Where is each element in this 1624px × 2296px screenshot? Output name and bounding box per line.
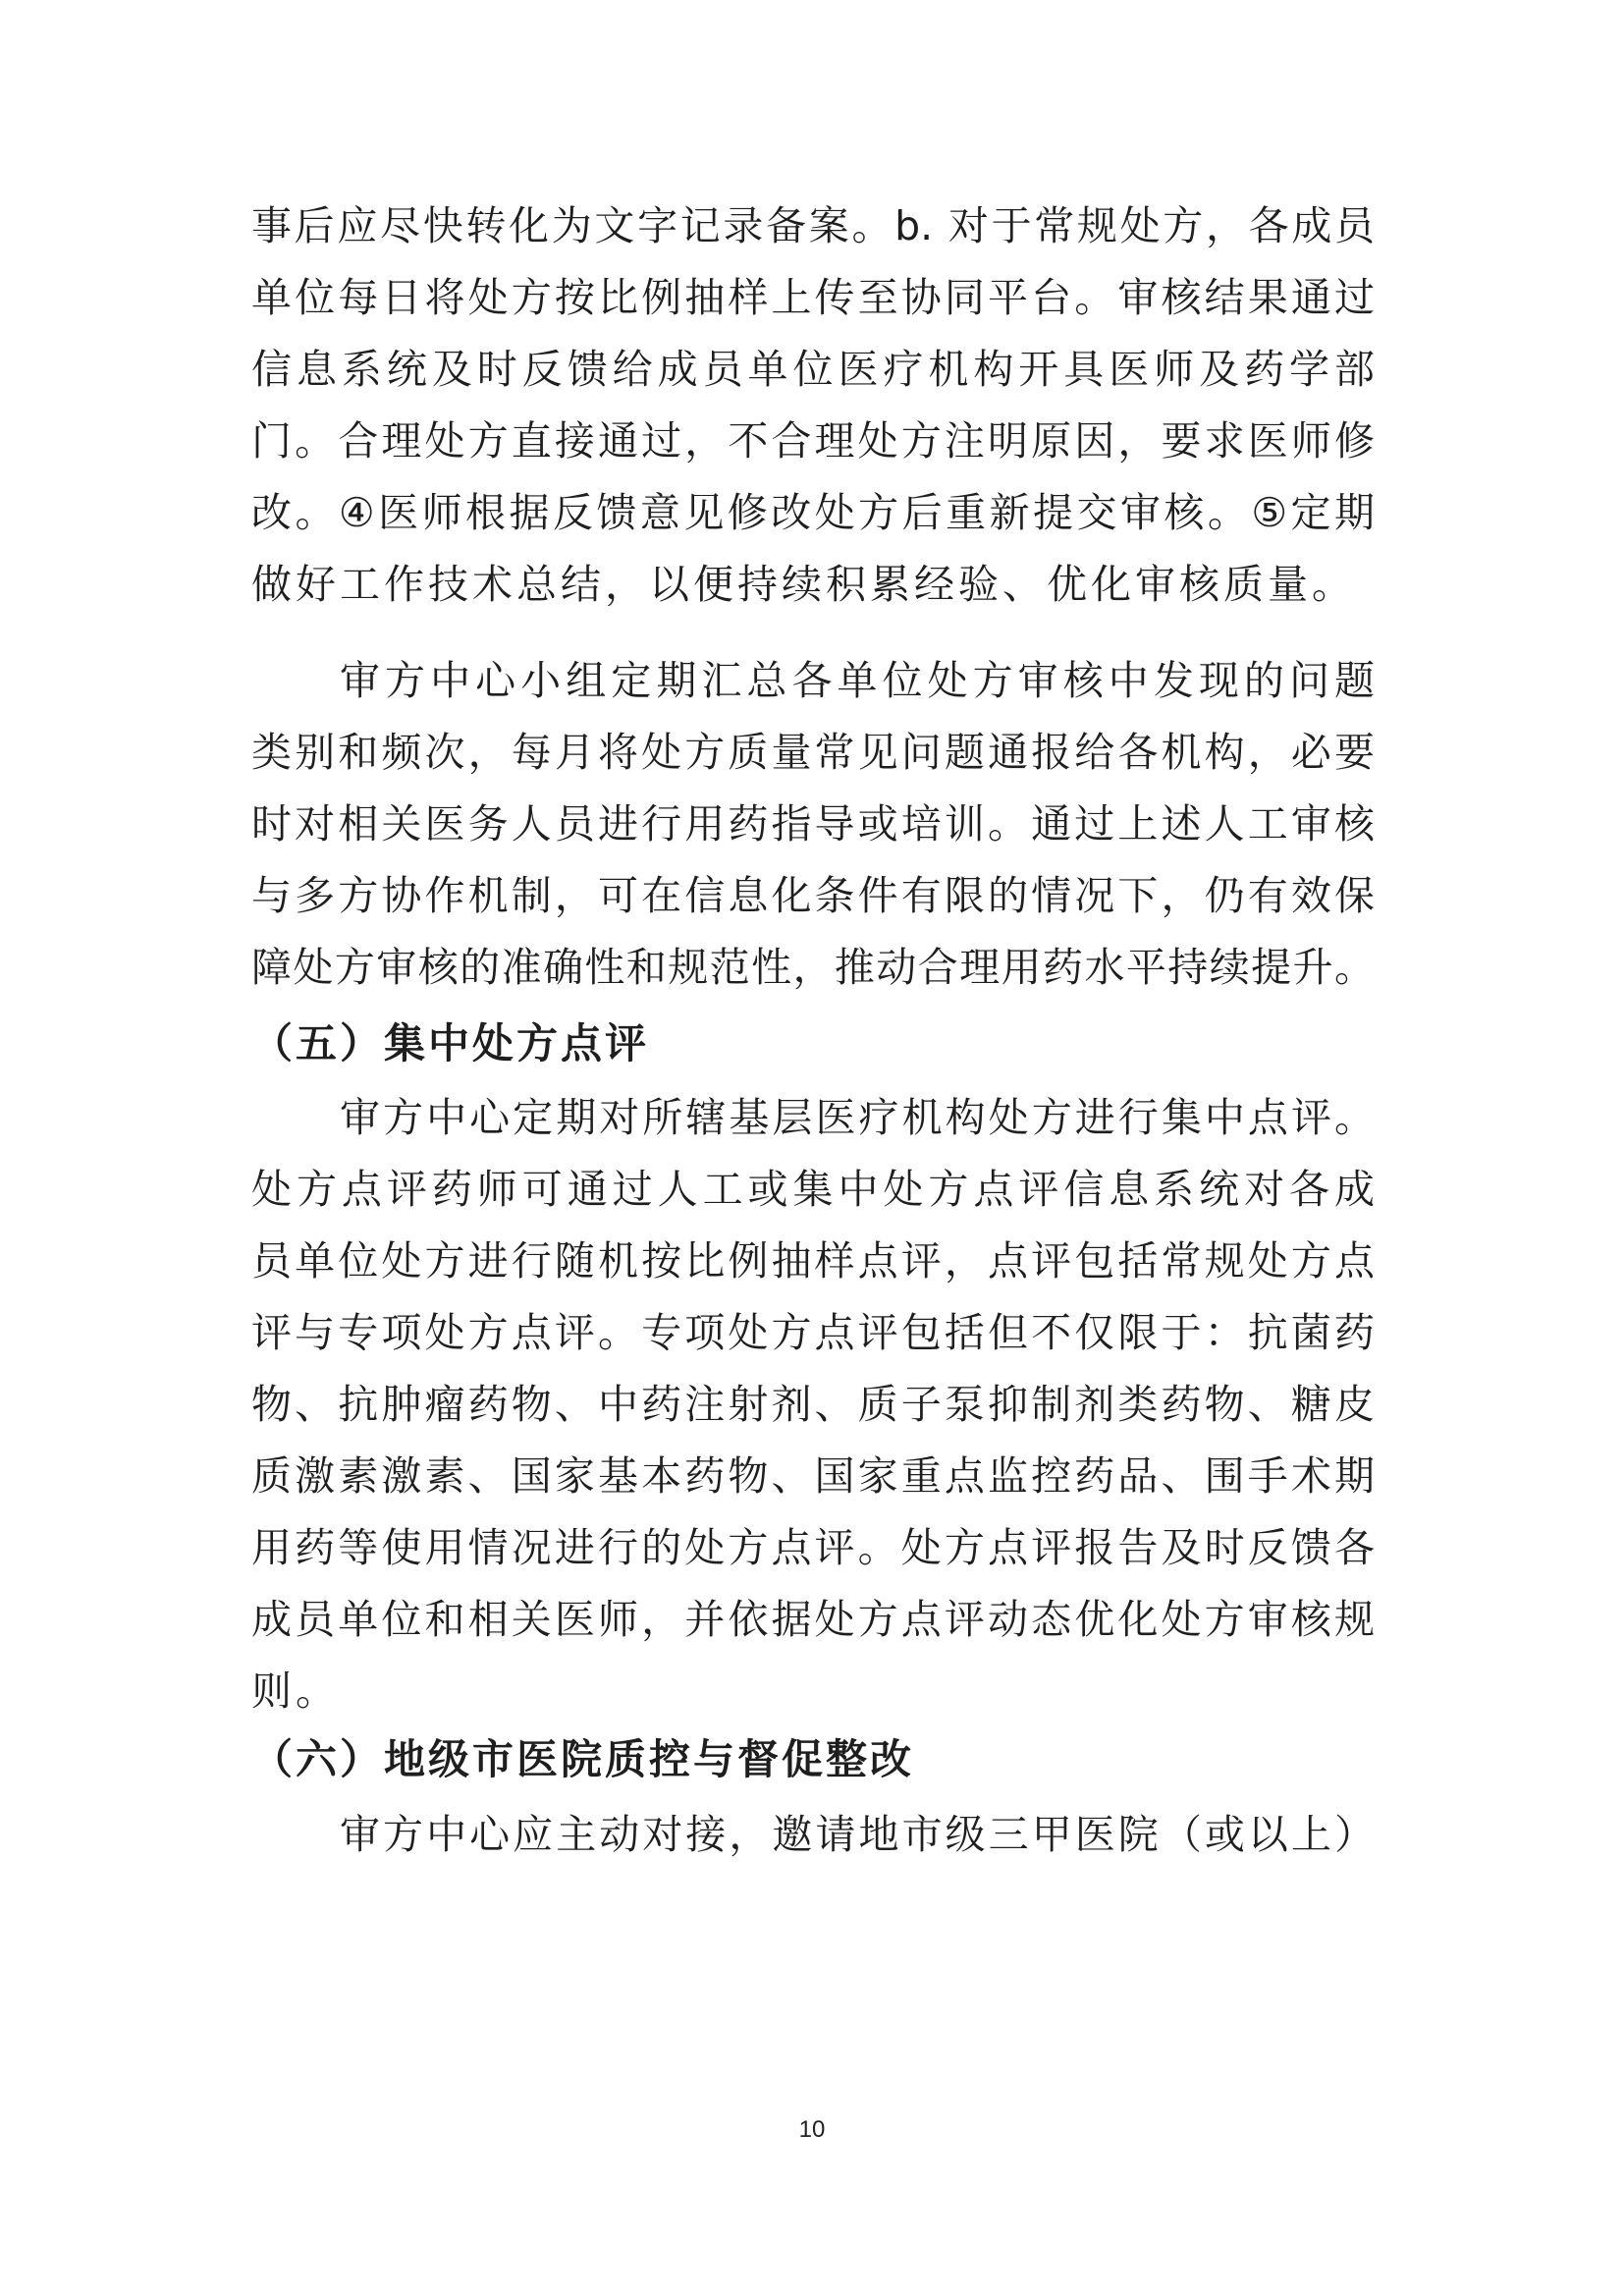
section-5-line-2: 处方点评药师可通过人工或集中处方点评信息系统对各成 — [251, 1166, 1375, 1213]
paragraph-1-line-3: 信息系统及时反馈给成员单位医疗机构开具医师及药学部 — [251, 346, 1375, 393]
section-5-line-3: 员单位处方进行随机按比例抽样点评，点评包括常规处方点 — [251, 1237, 1375, 1285]
section-6-line-1: 审方中心应主动对接，邀请地市级三甲医院（或以上） — [340, 1811, 1375, 1858]
section-5-line-4: 评与专项处方点评。专项处方点评包括但不仅限于：抗菌药 — [251, 1309, 1375, 1356]
section-5-line-8: 成员单位和相关医师，并依据处方点评动态优化处方审核规 — [251, 1596, 1375, 1643]
section-5-line-1: 审方中心定期对所辖基层医疗机构处方进行集中点评。 — [340, 1094, 1375, 1141]
paragraph-2-line-1: 审方中心小组定期汇总各单位处方审核中发现的问题 — [340, 657, 1375, 704]
paragraph-2-line-4: 与多方协作机制，可在信息化条件有限的情况下，仍有效保 — [251, 872, 1375, 919]
paragraph-2-line-3: 时对相关医务人员进行用药指导或培训。通过上述人工审核 — [251, 800, 1375, 847]
section-5-line-5: 物、抗肿瘤药物、中药注射剂、质子泵抑制剂类药物、糖皮 — [251, 1381, 1375, 1428]
paragraph-1-line-6: 做好工作技术总结，以便持续积累经验、优化审核质量。 — [251, 561, 1356, 608]
paragraph-1-line-4: 门。合理处方直接通过，不合理处方注明原因，要求医师修 — [251, 417, 1375, 465]
paragraph-2-line-5: 障处方审核的准确性和规范性，推动合理用药水平持续提升。 — [251, 944, 1375, 991]
paragraph-1-line-5: 改。④医师根据反馈意见修改处方后重新提交审核。⑤定期 — [251, 489, 1375, 536]
section-5-line-6: 质激素激素、国家基本药物、国家重点监控药品、围手术期 — [251, 1452, 1375, 1500]
section-5-heading: （五）集中处方点评 — [251, 1019, 650, 1067]
paragraph-1-line-1: 事后应尽快转化为文字记录备案。b. 对于常规处方，各成员 — [251, 202, 1375, 249]
paragraph-1-line-2: 单位每日将处方按比例抽样上传至协同平台。审核结果通过 — [251, 274, 1375, 321]
section-6-heading: （六）地级市医院质控与督促整改 — [251, 1735, 915, 1783]
page-number: 10 — [798, 2116, 826, 2143]
paragraph-2-line-2: 类别和频次，每月将处方质量常见问题通报给各机构，必要 — [251, 729, 1375, 776]
section-5-line-9: 则。 — [251, 1667, 340, 1715]
section-5-line-7: 用药等使用情况进行的处方点评。处方点评报告及时反馈各 — [251, 1524, 1375, 1571]
